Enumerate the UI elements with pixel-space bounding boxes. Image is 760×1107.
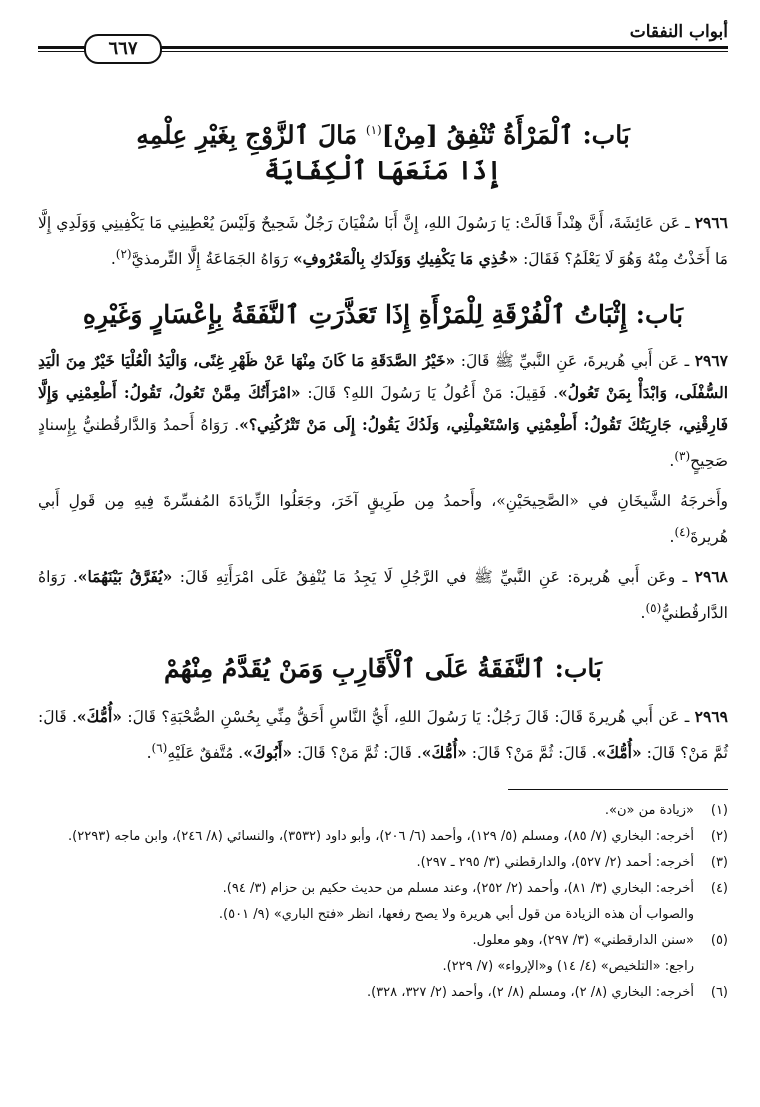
footnote-number: (١)	[710, 803, 728, 819]
prophetic-quote: «أُمُّكَ»	[76, 706, 122, 726]
footnote-5	[38, 928, 728, 980]
footnote-ref: (٢)	[115, 247, 132, 262]
hadith-2966: ٢٩٦٦ ـ عَن عَائِشَةَ، أَنَّ هِنْداً قَالَتْ: يَا رَسُولَ اللهِ، إِنَّ أَبَا سُفْيَانَ رَجُلٌ شَحِيحٌ وَلَيْسَ يُعْطِينِي مَا يَكْفِينِي وَوَلَدِي إِلَّا مَا أَخَذْتُ مِنْهُ وَهُوَ لَا يَعْلَمُ؟ فَقَالَ: «خُذِي مَا يَكْفِيكِ وَوَلَدَكِ بِالْمَعْرُوفِ» رَوَاهُ الجَمَاعَةُ إِلَّا التِّرمذيَّ$^{(٢)}$.	[38, 213, 728, 269]
chapter-heading-1	[38, 112, 728, 189]
hadith-2967-note: وأَخرجَهُ الشَّيخَانِ في «الصَّحِيحَيْنِ»، وأَحمدُ مِن طَرِيقٍ آخَرَ، وجَعَلُوا الزِّيادَةَ المُفسِّرةَ فِيهِ مِن قَولِ أَبي هُريرةَ$^{(٤)}$.	[38, 491, 728, 546]
running-header	[38, 22, 728, 66]
hadith-2967: ٢٩٦٧ ـ عَن أَبي هُريرةَ، عَنِ النَّبيِّ ﷺ قَالَ: «خَيْرُ الصَّدَقَةِ مَا كَانَ مِنْهَا عَنْ ظَهْرِ غِنًى، وَالْيَدُ الْعُلْيَا خَيْرٌ مِنَ الْيَدِ السُّفْلَى، وَابْدَأْ بِمَنْ تَعُولُ». فَقِيلَ: مَنْ أَعُولُ يَا رَسُولَ اللهِ؟ قَالَ: «امْرَأَتُكَ مِمَّنْ تَعُولُ، تَقُولُ: أَطْعِمْنِي وَإِلَّا فَارِقْنِي، جَارِيَتُكَ تَقُولُ: أَطْعِمْنِي وَاسْتَعْمِلْنِي، وَلَدُكَ يَقُولُ: إِلَى مَنْ تَتْرُكُنِي؟». رَوَاهُ أَحمدُ وَالدَّارقُطنيُّ بِإِسنادٍ صَحِيحٍ$^{(٣)}$.	[38, 351, 728, 471]
prophetic-quote: «أَبُوكَ»	[243, 743, 293, 763]
chapter-heading-2	[38, 297, 728, 333]
chapter-heading-2-line-1: بَاب: إِثْبَاتُ ٱلْفُرْقَةِ لِلْمَرْأَةِ إِذَا تَعَذَّرَتِ ٱلنَّفَقَةُ بِإِعْسَارٍ وَغَيْرِهِ	[82, 300, 684, 330]
footnote-number: (٢)	[710, 829, 728, 845]
footnote-number: (٣)	[710, 855, 728, 871]
footnote-4	[38, 876, 728, 928]
chapter-heading-1-line-1: بَاب: ٱلْمَرْأَةُ تُنْفِقُ [مِنْ]$^{(١)}$ مَالَ ٱلزَّوْجِ بِغَيْرِ عِلْمِهِ	[136, 120, 630, 150]
footnote-ref: (٣)	[674, 449, 691, 464]
header-title: أبواب النفقات	[629, 22, 728, 42]
footnote-text: أخرجه: البخاري (٣/ ٨١)، وأحمد (٢/ ٢٥٢)، وعند مسلم من حديث حكيم بن حزام (٣/ ٩٤). والصواب أن هذه الزيادة من قول أبي هريرة ولا يصح رفعها، انظر «فتح الباري» (٩/ ٥٠١).	[218, 881, 694, 923]
book-page	[38, 22, 728, 1092]
hadith-number: ٢٩٦٧	[694, 351, 728, 371]
chapter-heading-3-line-1: بَاب: ٱلنَّفَقَةُ عَلَى ٱلْأَقَارِبِ وَمَنْ يُقَدَّمُ مِنْهُمْ	[164, 653, 602, 683]
footnote-2	[38, 824, 728, 850]
footnote-number: (٤)	[710, 881, 728, 897]
prophetic-quote: «امْرَأَتُكَ مِمَّنْ تَعُولُ، تَقُولُ: أَطْعِمْنِي وَإِلَّا فَارِقْنِي، جَارِيَتُكَ تَقُولُ: أَطْعِمْنِي وَاسْتَعْمِلْنِي، وَلَدُكَ يَقُولُ: إِلَى مَنْ تَتْرُكُنِي؟»	[38, 383, 728, 435]
footnote-1	[38, 798, 728, 824]
footnote-text: «زيادة من «ن».	[604, 803, 694, 819]
prophetic-quote: «أُمُّكَ»	[596, 743, 642, 763]
footnote-text: أخرجه: البخاري (٧/ ٨٥)، ومسلم (٥/ ١٢٩)، وأحمد (٦/ ٢٠٦)، وأبو داود (٣٥٣٢)، والنسائي (٨/ ٢٤٦)، وابن ماجه (٢٢٩٣).	[68, 829, 694, 845]
footnote-3	[38, 850, 728, 876]
footnote-text: أخرجه: أحمد (٢/ ٥٢٧)، والدارقطني (٣/ ٢٩٥ ـ ٢٩٧).	[416, 855, 694, 871]
chapter-heading-3	[38, 651, 728, 687]
page-number: ٦٦٧	[84, 34, 162, 64]
prophetic-quote: «خَيْرُ الصَّدَقَةِ مَا كَانَ مِنْهَا عَنْ ظَهْرِ غِنًى، وَالْيَدُ الْعُلْيَا خَيْرٌ مِنَ الْيَدِ السُّفْلَى، وَابْدَأْ بِمَنْ تَعُولُ»	[38, 351, 728, 403]
footnote-ref: (١)	[365, 123, 382, 137]
prophetic-quote: «يُفَرَّقُ بَيْنَهُمَا»	[77, 566, 173, 586]
footnote-text: أخرجه: البخاري (٨/ ٢)، ومسلم (٨/ ٢)، وأحمد (٢/ ٣٢٧، ٣٢٨).	[366, 985, 694, 1001]
footnote-text: «سنن الدارقطني» (٣/ ٢٩٧)، وهو معلول. راجع: «التلخيص» (٤/ ١٤) و«الإرواء» (٧/ ٢٢٩).	[442, 933, 694, 975]
footnote-number: (٦)	[710, 985, 728, 1001]
chapter-heading-1-line-2: إِذَا مَنَعَهَا ٱلْكِفَايَةَ	[264, 156, 502, 186]
prophetic-quote: «أُمُّكَ»	[421, 743, 467, 763]
hadith-2969: ٢٩٦٩ ـ عَن أَبي هُريرةَ قَالَ: قَالَ رَجُلٌ: يَا رَسُولَ اللهِ، أَيُّ النَّاسِ أَحَقُّ مِنِّي بِحُسْنِ الصُّحْبَةِ؟ قَالَ: «أُمُّكَ». قَالَ: ثُمَّ مَنْ؟ قَالَ: «أُمُّكَ». قَالَ: ثُمَّ مَنْ؟ قَالَ: «أُمُّكَ». قَالَ: ثُمَّ مَنْ؟ قَالَ: «أَبُوكَ». مُتَّفقٌ عَلَيْهِ$^{(٦)}$.	[38, 706, 728, 763]
footnote-number: (٥)	[710, 933, 728, 949]
hadith-number: ٢٩٦٨	[694, 566, 728, 586]
footnotes	[38, 798, 728, 1006]
footnote-separator	[508, 789, 728, 790]
hadith-number: ٢٩٦٩	[694, 706, 728, 726]
hadith-number: ٢٩٦٦	[694, 213, 728, 233]
prophetic-quote: «خُذِي مَا يَكْفِيكِ وَوَلَدَكِ بِالْمَعْرُوفِ»	[292, 249, 519, 269]
footnote-ref: (٦)	[151, 740, 168, 755]
footnote-ref: (٤)	[674, 524, 691, 539]
footnote-6	[38, 980, 728, 1006]
footnote-ref: (٥)	[645, 600, 662, 615]
hadith-2968: ٢٩٦٨ ـ وعَن أَبي هُريرة: عَنِ النَّبيِّ ﷺ في الرَّجُلِ لَا يَجِدُ مَا يُنْفِقُ عَلَى امْرَأَتِهِ قَالَ: «يُفَرَّقُ بَيْنَهُمَا». رَوَاهُ الدَّارقُطنيُّ$^{(٥)}$.	[38, 566, 728, 622]
